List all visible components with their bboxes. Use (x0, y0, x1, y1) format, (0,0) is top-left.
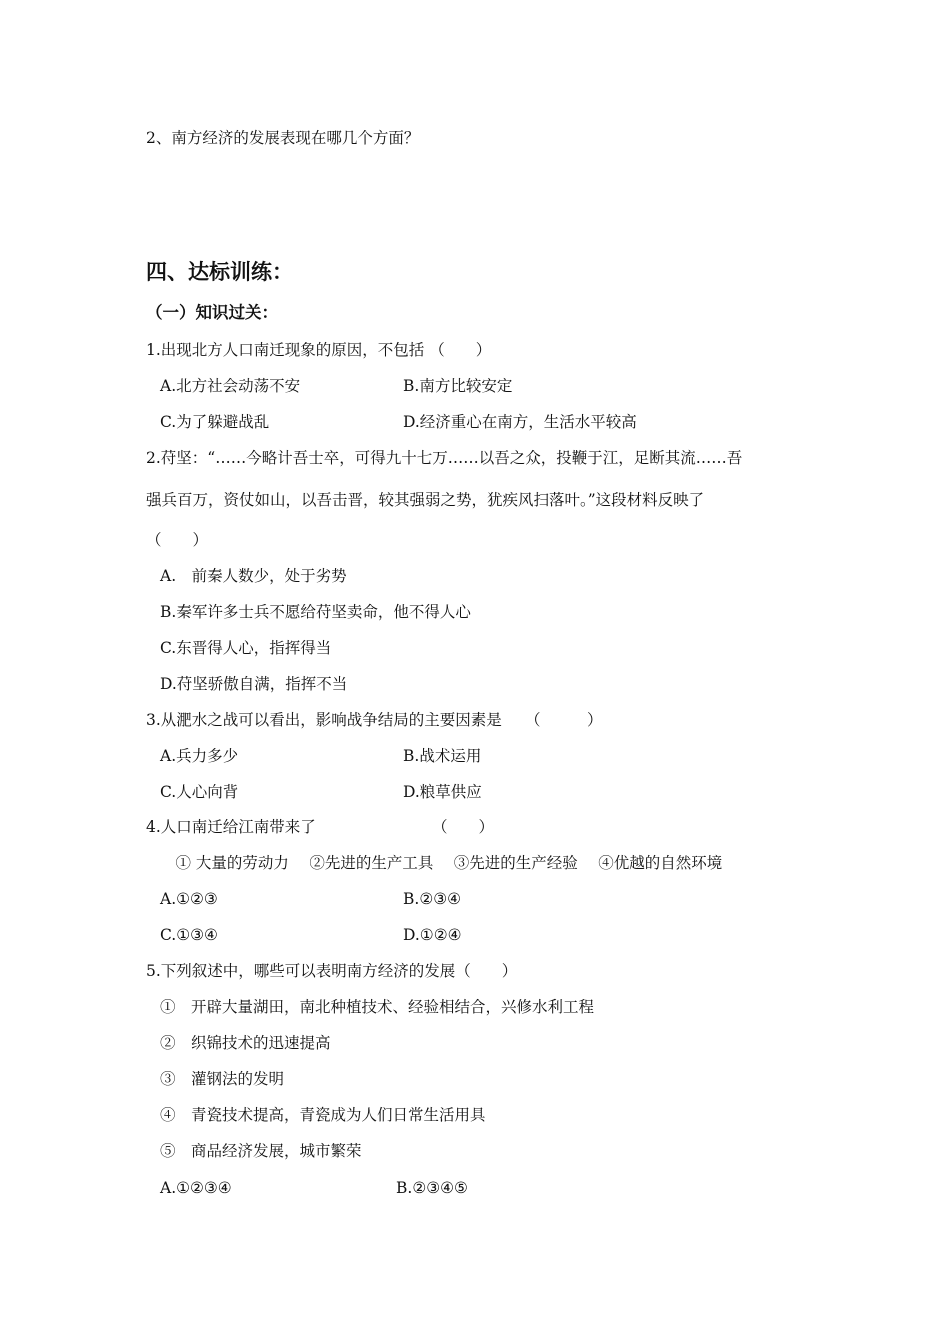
q5-option-a: A.①②③④ (160, 1179, 232, 1197)
subsection-title: （一）知识过关： (146, 303, 278, 322)
q4-option-b: B.②③④ (403, 890, 462, 908)
q2-option-b: B.秦军许多士兵不愿给苻坚卖命，他不得人心 (160, 603, 471, 621)
q2-option-c: C.东晋得人心，指挥得当 (160, 639, 332, 657)
q3-option-a: A.兵力多少 (160, 747, 239, 765)
q5-stem: 5.下列叙述中，哪些可以表明南方经济的发展（ ） (146, 962, 518, 980)
q3-stem: 3.从淝水之战可以看出，影响战争结局的主要因素是 （ ） (146, 711, 603, 729)
q4-option-a: A.①②③ (160, 890, 218, 908)
q1-option-b: B.南方比较安定 (403, 377, 513, 395)
q4-stem: 4.人口南迁给江南带来了 （ ） (146, 818, 495, 836)
q3-option-c: C.人心向背 (160, 783, 239, 801)
q1-option-a: A.北方社会动荡不安 (160, 377, 301, 395)
q5-item: ③ 灌钢法的发明 (160, 1070, 285, 1088)
q3-option-b: B.战术运用 (403, 747, 482, 765)
q3-option-d: D.粮草供应 (403, 783, 482, 801)
q2-stem-line2: 强兵百万，资仗如山，以吾击晋，较其强弱之势，犹疾风扫落叶。”这段材料反映了 (146, 491, 705, 509)
q5-option-b: B.②③④⑤ (396, 1179, 468, 1197)
prev-question: 2、南方经济的发展表现在哪几个方面？ (146, 129, 420, 147)
q5-item: ② 织锦技术的迅速提高 (160, 1034, 331, 1052)
q1-option-c: C.为了躲避战乱 (160, 413, 270, 431)
q4-items: ① 大量的劳动力 ②先进的生产工具 ③先进的生产经验 ④优越的自然环境 (160, 854, 723, 872)
q2-option-d: D.苻坚骄傲自满，指挥不当 (160, 675, 348, 693)
q4-option-c: C.①③④ (160, 926, 218, 944)
q1-option-d: D.经济重心在南方，生活水平较高 (403, 413, 637, 431)
section-title: 四、达标训练： (146, 260, 293, 284)
q2-option-a: A. 前秦人数少，处于劣势 (160, 567, 347, 585)
q2-stem-line3: （ ） (146, 531, 209, 549)
q5-item: ⑤ 商品经济发展，城市繁荣 (160, 1142, 362, 1160)
q4-option-d: D.①②④ (403, 926, 462, 944)
q1-stem: 1.出现北方人口南迁现象的原因，不包括 （ ） (146, 341, 492, 359)
q5-item: ① 开辟大量湖田，南北种植技术、经验相结合，兴修水利工程 (160, 998, 595, 1016)
q5-item: ④ 青瓷技术提高，青瓷成为人们日常生活用具 (160, 1106, 486, 1124)
q2-stem-line1: 2.苻坚：“……今略计吾士卒，可得九十七万……以吾之众，投鞭于江，足断其流……吾 (146, 449, 743, 467)
